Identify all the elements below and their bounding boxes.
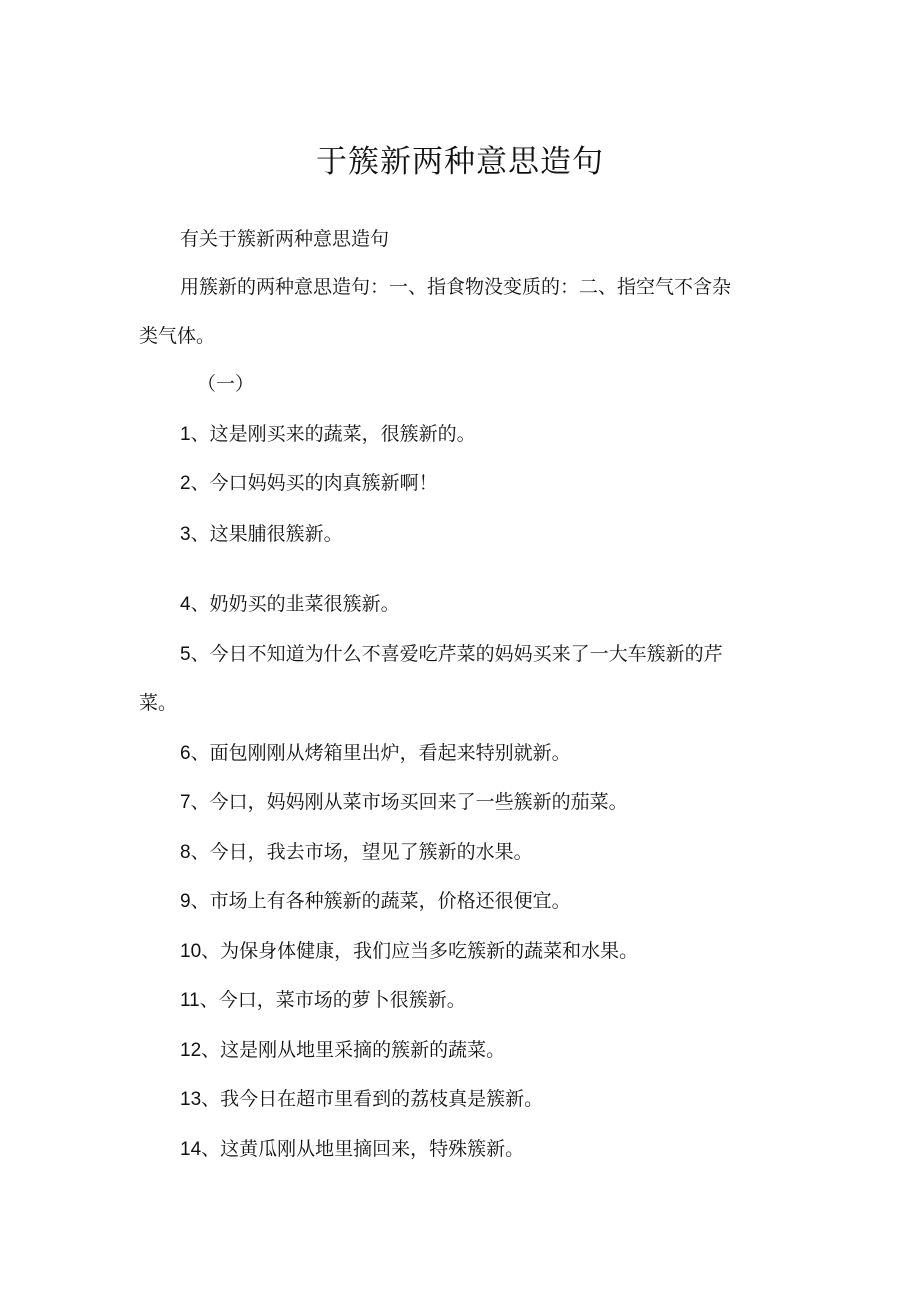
item-number: 3 [180,524,191,545]
item-text: 、这是刚买来的蔬菜，很簇新的。 [190,423,476,445]
item-number: 7 [180,792,191,813]
list-item [180,1136,524,1163]
list-item [180,1086,543,1113]
item-text: 、为保身体健康，我们应当多吃簇新的蔬菜和水果。 [201,940,639,962]
list-item [180,421,476,448]
item-number: 2 [180,473,191,494]
definition-paragraph-continuation: 类气体。 [139,325,216,347]
list-item [180,1037,505,1064]
list-item [180,470,438,497]
item-text: 、这黄瓜刚从地里摘回来，特殊簇新。 [201,1138,525,1160]
definition-paragraph: 用簇新的两种意思造句：一、指食物没变质的：二、指空气不含杂 [180,276,732,298]
item-number: 8 [180,842,191,863]
item-text: 、今口妈妈买的肉真簇新啊！ [190,472,438,494]
item-text: 、这果脯很簇新。 [190,523,343,545]
item-number: 6 [180,743,191,764]
item-text: 、今口，菜市场的萝卜很簇新。 [199,989,466,1011]
section-label: （一） [197,373,255,395]
item-number: 12 [180,1040,202,1061]
item-text: 、今日不知道为什么不喜爱吃芹菜的妈妈买来了一大车簇新的芹 [190,643,723,665]
item-number: 9 [180,891,191,912]
list-item [180,987,466,1014]
item-text: 、面包刚刚从烤箱里出炉，看起来特别就新。 [190,742,571,764]
item-number: 11 [180,990,200,1011]
item-text: 、市场上有各种簇新的蔬菜，价格还很便宜。 [190,890,571,912]
list-item [180,789,628,816]
document-title: 于簇新两种意思造句 [316,144,604,180]
item-number: 5 [180,644,191,665]
item-number: 13 [180,1089,202,1110]
list-item [180,591,400,618]
intro-paragraph: 有关于簇新两种意思造句 [180,228,390,250]
item-number: 4 [180,594,191,615]
list-item-continuation: 菜。 [139,692,178,714]
item-text: 、今日，我去市场，望见了簇新的水果。 [190,841,533,863]
item-text: 、这是刚从地里采摘的簇新的蔬菜。 [201,1039,506,1061]
list-item [180,938,638,965]
list-item [180,888,571,915]
list-item [180,839,533,866]
list-item [180,521,343,548]
item-number: 10 [180,941,202,962]
item-number: 14 [180,1139,202,1160]
item-text: 、我今日在超市里看到的荔枝真是簇新。 [201,1088,544,1110]
list-item [180,740,571,767]
item-text: 、今口，妈妈刚从菜市场买回来了一些簇新的茄菜。 [190,791,628,813]
item-text: 、奶奶买的韭菜很簇新。 [190,593,400,615]
list-item [180,641,723,668]
item-number: 1 [180,424,191,445]
